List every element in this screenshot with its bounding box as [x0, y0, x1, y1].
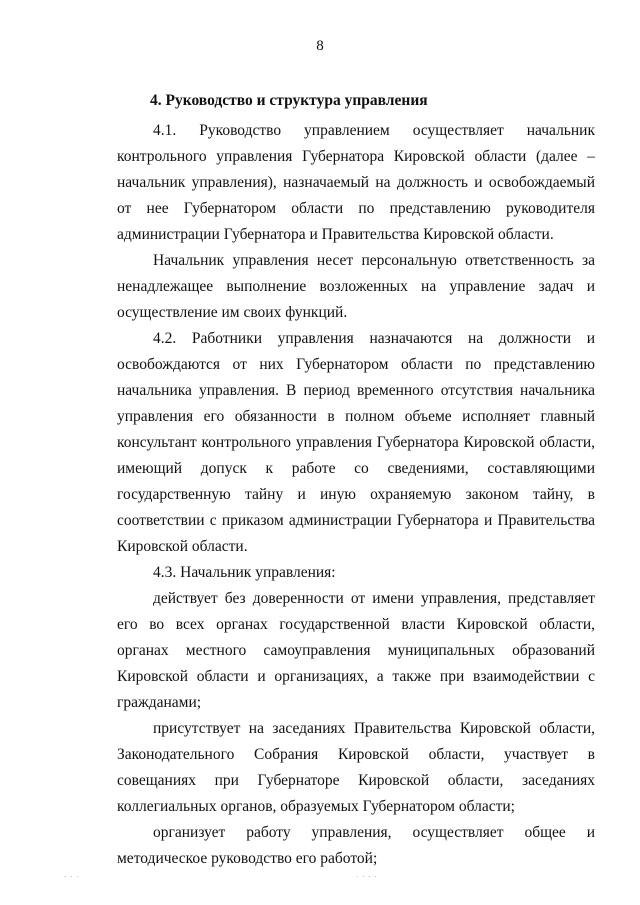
- section-body: [117, 118, 595, 872]
- page-number: 8: [316, 38, 324, 54]
- scan-mark-left: · · ·: [64, 873, 80, 881]
- paragraph-4-2: 4.2. Работники управления назначаются на должности и освобождаются от них Губернатором области по представлению начальника управления. В период временного отсутствия начальника управления его обязанности в полном объеме исполняет главный консультант контрольного управления Губернатора Кировской области, имеющий допуск к работе со сведениями, составляющими государственную тайну и иную охраняемую законом тайну, в соответствии с приказом администрации Губернатора и Правительства Кировской области.: [117, 330, 595, 555]
- paragraph-organizes-work: организует работу управления, осуществляет общее и методическое руководство его работой;: [117, 824, 595, 867]
- scan-mark-center: · · · ·: [356, 873, 378, 881]
- paragraph-4-3: 4.3. Начальник управления:: [153, 564, 336, 581]
- paragraph-responsibility: Начальник управления несет персональную ответственность за ненадлежащее выполнение возложенных на управление задач и осуществление им своих функций.: [117, 252, 595, 321]
- paragraph-attends-meetings: присутствует на заседаниях Правительства Кировской области, Законодательного Собрания Кировской области, участвует в совещаниях при Губернаторе Кировской области, заседаниях коллегиальных органов, образуемых Губернатором области;: [117, 720, 595, 815]
- scan-artifacts: [0, 873, 640, 883]
- paragraph-4-1: 4.1. Руководство управлением осуществляет начальник контрольного управления Губернатора Кировской области (далее – начальник управления), назначаемый на должность и освобождаемый от нее Губернатором области по представлению руководителя администрации Губернатора и Правительства Кировской области.: [117, 122, 595, 243]
- paragraph-acts-without-power-of-attorney: действует без доверенности от имени управления, представляет его во всех органах государственной власти Кировской области, органах местного самоуправления муниципальных образований Кировской области и организациях, а также при взаимодействии с гражданами;: [117, 590, 595, 711]
- section-heading: 4. Руководство и структура управления: [150, 92, 428, 109]
